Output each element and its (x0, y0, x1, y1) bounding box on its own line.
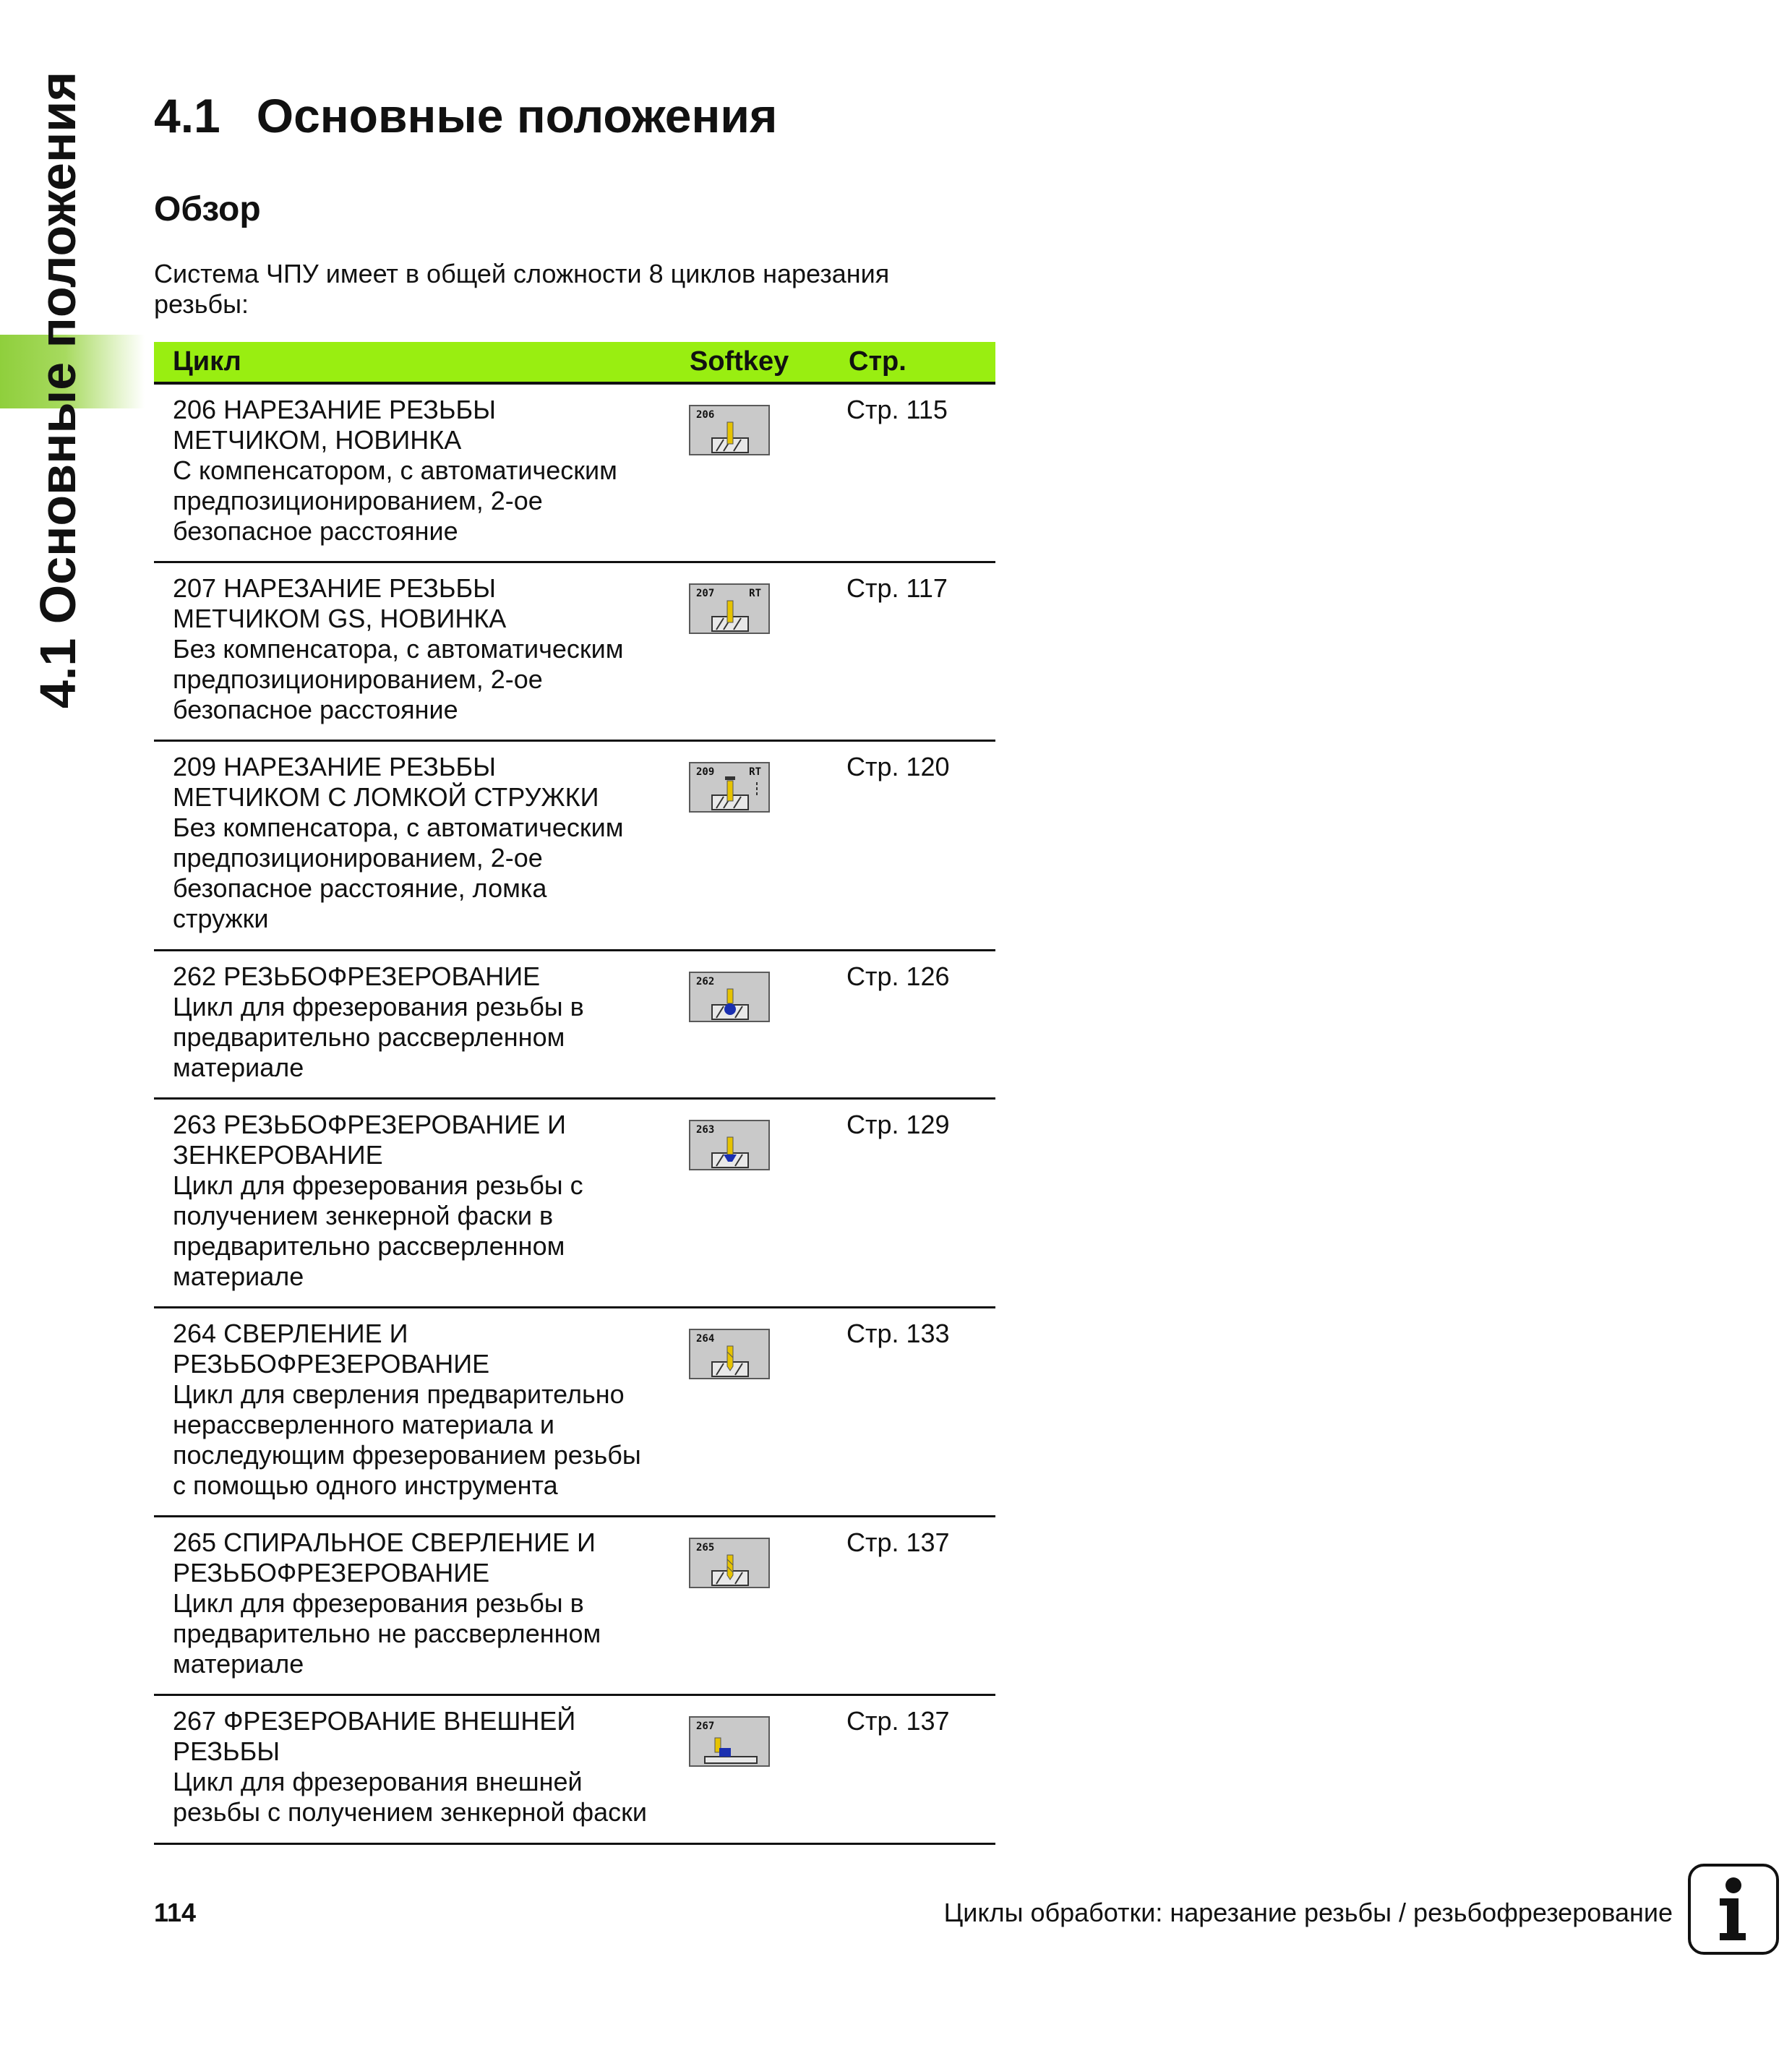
softkey-label: 264 (696, 1333, 715, 1345)
cycle-description: Цикл для фрезерования резьбы в предварительно рассверленном материале (173, 992, 584, 1082)
softkey-cell (689, 1120, 771, 1170)
cycle-description: С компенсатором, с автоматическим предпозиционированием, 2-ое безопасное расстояние (173, 455, 617, 546)
softkey-label: 267 (696, 1721, 715, 1732)
chip-breaking-tapping-softkey-icon[interactable] (689, 762, 770, 813)
helical-drill-thread-milling-softkey-icon[interactable] (689, 1538, 770, 1588)
cycle-title: 209 НАРЕЗАНИЕ РЕЗЬБЫ МЕТЧИКОМ С ЛОМКОЙ СТРУЖКИ (173, 752, 599, 812)
section-title: Обзор (154, 190, 261, 228)
title-number: 4.1 (154, 89, 220, 142)
softkey-label: 207 (696, 588, 715, 599)
header-page: Стр. (849, 346, 906, 377)
rigid-tapping-softkey-icon[interactable] (689, 583, 770, 634)
outside-thread-milling-softkey-icon[interactable] (689, 1716, 770, 1767)
cycle-cell (173, 1319, 672, 1501)
page-ref[interactable]: Стр. 120 (846, 752, 950, 781)
cycle-cell (173, 752, 672, 934)
softkey-cell (689, 762, 771, 813)
softkey-label: 265 (696, 1542, 715, 1554)
table-row (154, 951, 995, 1100)
cycle-description: Цикл для фрезерования резьбы в предварительно не рассверленном материале (173, 1588, 601, 1679)
table-row (154, 385, 995, 563)
cycle-cell (173, 961, 672, 1083)
header-cycle: Цикл (173, 346, 241, 377)
page-ref[interactable]: Стр. 126 (846, 961, 950, 991)
page-ref[interactable]: Стр. 137 (846, 1706, 950, 1736)
softkey-label: 262 (696, 976, 715, 987)
drill-thread-milling-softkey-icon[interactable] (689, 1329, 770, 1379)
cycle-cell (173, 1706, 672, 1828)
intro-text: Система ЧПУ имеет в общей сложности 8 циклов нарезания резьбы: (154, 259, 890, 319)
cycles-table (154, 342, 995, 1845)
cycle-title: 264 СВЕРЛЕНИЕ И РЕЗЬБОФРЕЗЕРОВАНИЕ (173, 1319, 490, 1379)
thread-milling-countersink-softkey-icon[interactable] (689, 1120, 770, 1170)
cycle-title: 263 РЕЗЬБОФРЕЗЕРОВАНИЕ И ЗЕНКЕРОВАНИЕ (173, 1110, 567, 1170)
softkey-cell (689, 972, 771, 1022)
softkey-label: 209 (696, 766, 715, 778)
softkey-label: 263 (696, 1124, 715, 1136)
softkey-cell (689, 583, 771, 634)
page-ref[interactable]: Стр. 133 (846, 1319, 950, 1348)
cycle-cell (173, 395, 672, 547)
title-text: Основные положения (256, 89, 778, 142)
tapping-softkey-icon[interactable] (689, 405, 770, 455)
softkey-rt-label: RT (749, 766, 761, 778)
info-icon[interactable] (1688, 1864, 1779, 1955)
page-ref[interactable]: Стр. 137 (846, 1528, 950, 1557)
cycle-title: 267 ФРЕЗЕРОВАНИЕ ВНЕШНЕЙ РЕЗЬБЫ (173, 1706, 576, 1766)
cycle-cell (173, 573, 672, 725)
softkey-label: 206 (696, 409, 715, 421)
softkey-rt-label: RT (749, 588, 761, 599)
page-ref[interactable]: Стр. 129 (846, 1110, 950, 1139)
page-title (154, 88, 777, 143)
table-header (154, 342, 995, 385)
softkey-cell (689, 1538, 771, 1588)
softkey-cell (689, 405, 771, 455)
cycle-title: 206 НАРЕЗАНИЕ РЕЗЬБЫ МЕТЧИКОМ, НОВИНКА (173, 395, 497, 455)
cycle-description: Цикл для фрезерования резьбы с получением зенкерной фаски в предварительно рассверленном материале (173, 1170, 583, 1291)
softkey-cell (689, 1716, 771, 1767)
cycle-title: 262 РЕЗЬБОФРЕЗЕРОВАНИЕ (173, 961, 541, 991)
page-number: 114 (154, 1898, 197, 1927)
header-softkey: Softkey (690, 346, 789, 377)
table-row (154, 1100, 995, 1308)
cycle-cell (173, 1528, 672, 1679)
table-row (154, 742, 995, 951)
table-row (154, 1308, 995, 1517)
cycle-description: Цикл для фрезерования внешней резьбы с получением зенкерной фаски (173, 1767, 647, 1827)
table-row (154, 1696, 995, 1845)
cycle-description: Без компенсатора, с автоматическим предпозиционированием, 2-ое безопасное расстояние (173, 634, 624, 724)
cycle-title: 207 НАРЕЗАНИЕ РЕЗЬБЫ МЕТЧИКОМ GS, НОВИНКА (173, 573, 507, 633)
page-ref[interactable]: Стр. 115 (846, 395, 948, 424)
cycle-cell (173, 1110, 672, 1292)
cycle-title: 265 СПИРАЛЬНОЕ СВЕРЛЕНИЕ И РЕЗЬБОФРЕЗЕРОВАНИЕ (173, 1528, 596, 1588)
side-chapter-title: 4.1 Основные положения (30, 71, 86, 708)
table-row (154, 563, 995, 742)
cycle-description: Цикл для сверления предварительно нерассверленного материала и последующим фрезерованием резьбы с помощью одного инструмента (173, 1379, 641, 1500)
page-ref[interactable]: Стр. 117 (846, 573, 948, 603)
thread-milling-softkey-icon[interactable] (689, 972, 770, 1022)
cycle-description: Без компенсатора, с автоматическим предпозиционированием, 2-ое безопасное расстояние, ломка стружки (173, 813, 624, 933)
softkey-cell (689, 1329, 771, 1379)
table-row (154, 1517, 995, 1696)
footer-chapter-title: Циклы обработки: нарезание резьбы / резьбофрезерование (943, 1898, 1673, 1927)
